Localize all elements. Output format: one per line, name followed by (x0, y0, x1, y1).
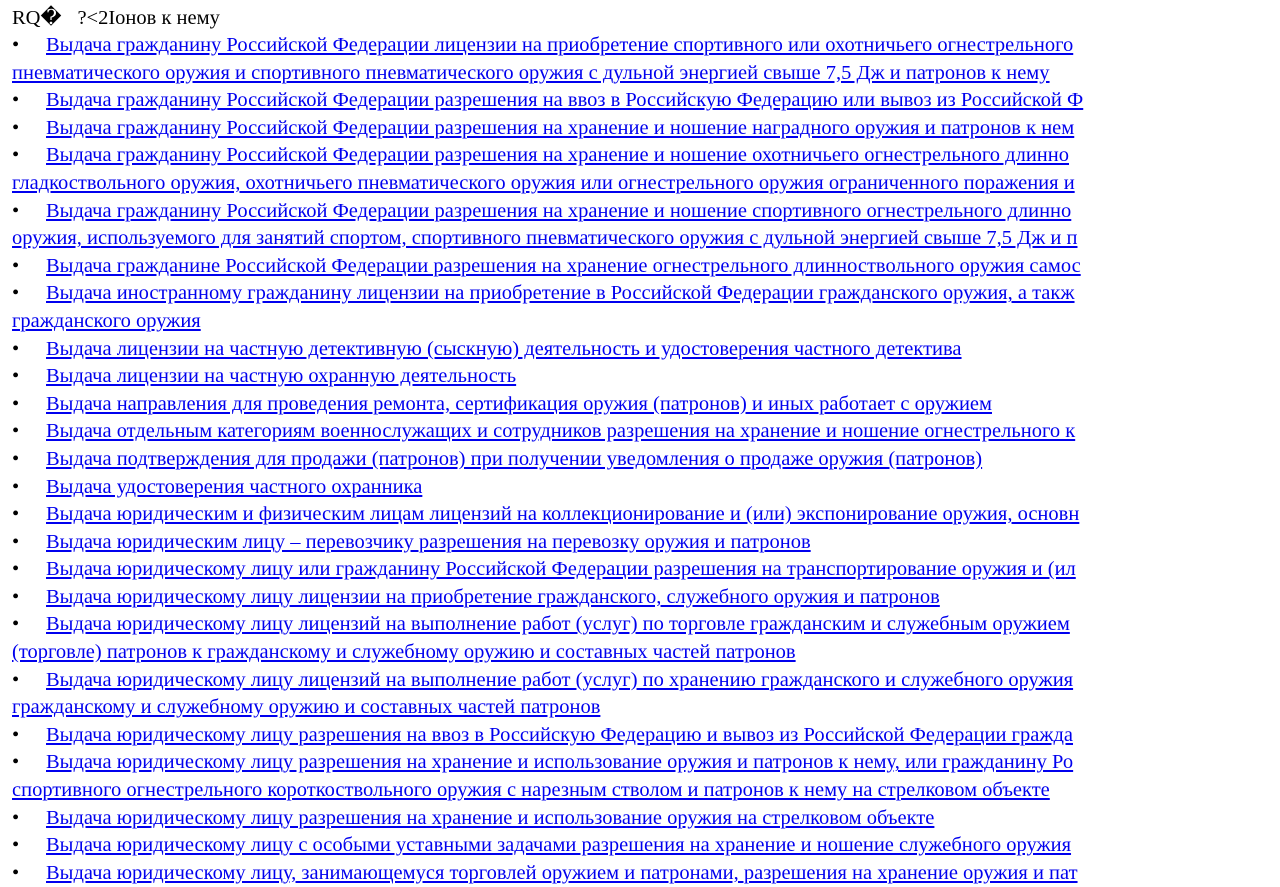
list-item-first-line (12, 611, 1280, 639)
list-item (12, 501, 1280, 529)
list-item-first-line (12, 363, 1280, 391)
bullet-icon: • (12, 365, 20, 388)
page-content (12, 4, 1280, 887)
service-link[interactable]: Выдача удостоверения частного охранника (46, 475, 423, 498)
list-item-continuation-line (12, 694, 1280, 722)
bullet-icon: • (12, 751, 20, 774)
list-item (12, 363, 1280, 391)
service-link[interactable]: Выдача гражданину Российской Федерации разрешения на хранение и ношение охотничьего огнестрельного длинно (46, 144, 1069, 167)
bullet-icon: • (12, 585, 20, 608)
list-item-first-line (12, 418, 1280, 446)
bullet-icon: • (12, 34, 20, 56)
service-link[interactable]: Выдача подтверждения для продажи (патронов) при получении уведомления о продаже оружия (патронов) (46, 447, 983, 470)
list-item-first-line (12, 529, 1280, 557)
bullet-icon: • (12, 475, 20, 498)
list-item-first-line (12, 584, 1280, 612)
list-item (12, 805, 1280, 833)
service-link[interactable]: (торговле) патронов к гражданскому и служебному оружию и составных частей патронов (12, 641, 796, 664)
list-item-first-line (12, 336, 1280, 364)
list-item (12, 115, 1280, 143)
list-item (12, 667, 1280, 722)
list-item (12, 832, 1280, 860)
service-link[interactable]: гражданскому и служебному оружию и составных частей патронов (12, 696, 601, 719)
bullet-icon: • (12, 668, 20, 691)
list-item-first-line (12, 115, 1280, 143)
list-item (12, 391, 1280, 419)
list-item (12, 446, 1280, 474)
bullet-icon: • (12, 861, 20, 884)
bullet-icon: • (12, 116, 20, 139)
service-link[interactable]: Выдача гражданину Российской Федерации лицензии на приобретение спортивного или охотничьего огнестрельного (46, 34, 1074, 56)
list-item-first-line (12, 474, 1280, 502)
list-item-first-line (12, 446, 1280, 474)
service-link[interactable]: Выдача юридическому лицу с особыми уставными задачами разрешения на хранение и ношение служебного оружия (46, 834, 1072, 857)
bullet-icon: • (12, 503, 20, 526)
list-item-continuation-line (12, 225, 1280, 253)
bullet-icon: • (12, 530, 20, 553)
bullet-icon: • (12, 282, 20, 305)
service-link[interactable]: Выдача лицензии на частную охранную деятельность (46, 365, 517, 388)
service-link[interactable]: Выдача отдельным категориям военнослужащих и сотрудников разрешения на хранение и ношение огнестрельного к (46, 420, 1076, 443)
list-item-continuation-line (12, 308, 1280, 336)
service-link[interactable]: гражданского оружия (12, 309, 201, 332)
bullet-icon: • (12, 254, 20, 277)
list-item (12, 280, 1280, 335)
list-item-first-line (12, 860, 1280, 887)
list-item-continuation-line (12, 639, 1280, 667)
bullet-icon: • (12, 834, 20, 857)
service-link[interactable]: Выдача юридическому лицу лицензий на выполнение работ (услуг) по хранению гражданского и служебного оружия (46, 668, 1074, 691)
service-link[interactable]: Выдача юридическому лицу разрешения на хранение и использование оружия на стрелковом объекте (46, 806, 935, 829)
bullet-icon: • (12, 558, 20, 581)
service-link[interactable]: Выдача гражданине Российской Федерации разрешения на хранение огнестрельного длинноствольного оружия самос (46, 254, 1081, 277)
list-item-first-line (12, 253, 1280, 281)
list-item-first-line (12, 667, 1280, 695)
list-item (12, 87, 1280, 115)
service-link[interactable]: Выдача юридическому лицу лицензии на приобретение гражданского, служебного оружия и патронов (46, 585, 940, 608)
service-link[interactable]: Выдача лицензии на частную детективную (сыскную) деятельность и удостоверения частного детектива (46, 337, 962, 360)
service-link[interactable]: пневматического оружия и спортивного пневматического оружия с дульной энергией свыше 7,5 Дж и патронов к нему (12, 61, 1050, 84)
list-item-first-line (12, 805, 1280, 833)
service-link[interactable]: Выдача юридическому лицу разрешения на ввоз в Российскую Федерацию и вывоз из Российской Федерации гражда (46, 723, 1074, 746)
bullet-icon: • (12, 337, 20, 360)
list-item-first-line (12, 501, 1280, 529)
list-item-first-line (12, 32, 1280, 60)
bullet-icon: • (12, 613, 20, 636)
list-item-first-line (12, 198, 1280, 226)
list-item (12, 749, 1280, 804)
list-item-continuation-line (12, 777, 1280, 805)
list-item (12, 529, 1280, 557)
service-link-list (12, 32, 1280, 887)
list-item (12, 336, 1280, 364)
service-link[interactable]: Выдача юридическим и физическим лицам лицензий на коллекционирование и (или) экспонирование оружия, основн (46, 503, 1080, 526)
service-link[interactable]: Выдача направления для проведения ремонта, сертификация оружия (патронов) и иных работает с оружием (46, 392, 992, 415)
list-item-first-line (12, 142, 1280, 170)
service-link[interactable]: Выдача юридическому лицу или гражданину Российской Федерации разрешения на транспортирование оружия и (ил (46, 558, 1076, 581)
service-link[interactable]: Выдача гражданину Российской Федерации разрешения на хранение и ношение наградного оружия и патронов к нем (46, 116, 1075, 139)
list-item (12, 611, 1280, 666)
list-item (12, 198, 1280, 253)
service-link[interactable]: гладкоствольного оружия, охотничьего пневматического оружия или огнестрельного оружия ограниченного поражения и (12, 171, 1075, 194)
service-link[interactable]: спортивного огнестрельного короткоствольного оружия с нарезным стволом и патронов к нему на стрелковом объекте (12, 779, 1050, 802)
list-item (12, 32, 1280, 87)
service-link[interactable]: Выдача юридическому лицу лицензий на выполнение работ (услуг) по торговле гражданским и служебным оружием (46, 613, 1070, 636)
service-link[interactable]: Выдача гражданину Российской Федерации разрешения на ввоз в Российскую Федерацию или вывоз из Российской Ф (46, 89, 1084, 112)
list-item-continuation-line (12, 170, 1280, 198)
list-item-first-line (12, 832, 1280, 860)
list-item (12, 142, 1280, 197)
service-link[interactable]: Выдача гражданину Российской Федерации разрешения на хранение и ношение спортивного огнестрельного длинно (46, 199, 1072, 222)
list-item (12, 253, 1280, 281)
bullet-icon: • (12, 420, 20, 443)
service-link[interactable]: Выдача иностранному гражданину лицензии на приобретение в Российской Федерации гражданского оружия, а такж (46, 282, 1075, 305)
list-item (12, 722, 1280, 750)
list-item-first-line (12, 722, 1280, 750)
bullet-icon: • (12, 89, 20, 112)
service-link[interactable]: Выдача юридическому лицу разрешения на хранение и использование оружия и патронов к нему, или гражданину Ро (46, 751, 1074, 774)
service-link[interactable]: Выдача юридическим лицу – перевозчику разрешения на перевозку оружия и патронов (46, 530, 811, 553)
service-link[interactable]: оружия, используемого для занятий спортом, спортивного пневматического оружия с дульной энергией свыше 7,5 Дж и п (12, 227, 1078, 250)
list-item (12, 584, 1280, 612)
list-item-first-line (12, 749, 1280, 777)
service-link[interactable]: Выдача юридическому лицу, занимающемуся торговлей оружием и патронами, разрешения на хранение оружия и пат (46, 861, 1078, 884)
list-item-first-line (12, 391, 1280, 419)
bullet-icon: • (12, 144, 20, 167)
list-item (12, 556, 1280, 584)
list-item-first-line (12, 87, 1280, 115)
list-item (12, 418, 1280, 446)
bullet-icon: • (12, 392, 20, 415)
bullet-icon: • (12, 723, 20, 746)
list-item-continuation-line (12, 60, 1280, 88)
list-item-first-line (12, 556, 1280, 584)
list-item (12, 474, 1280, 502)
bullet-icon: • (12, 447, 20, 470)
bullet-icon: • (12, 199, 20, 222)
list-item (12, 860, 1280, 887)
bullet-icon: • (12, 806, 20, 829)
list-item-first-line (12, 280, 1280, 308)
page-header-text: RQ� ?<2Iонов к нему (12, 7, 220, 29)
